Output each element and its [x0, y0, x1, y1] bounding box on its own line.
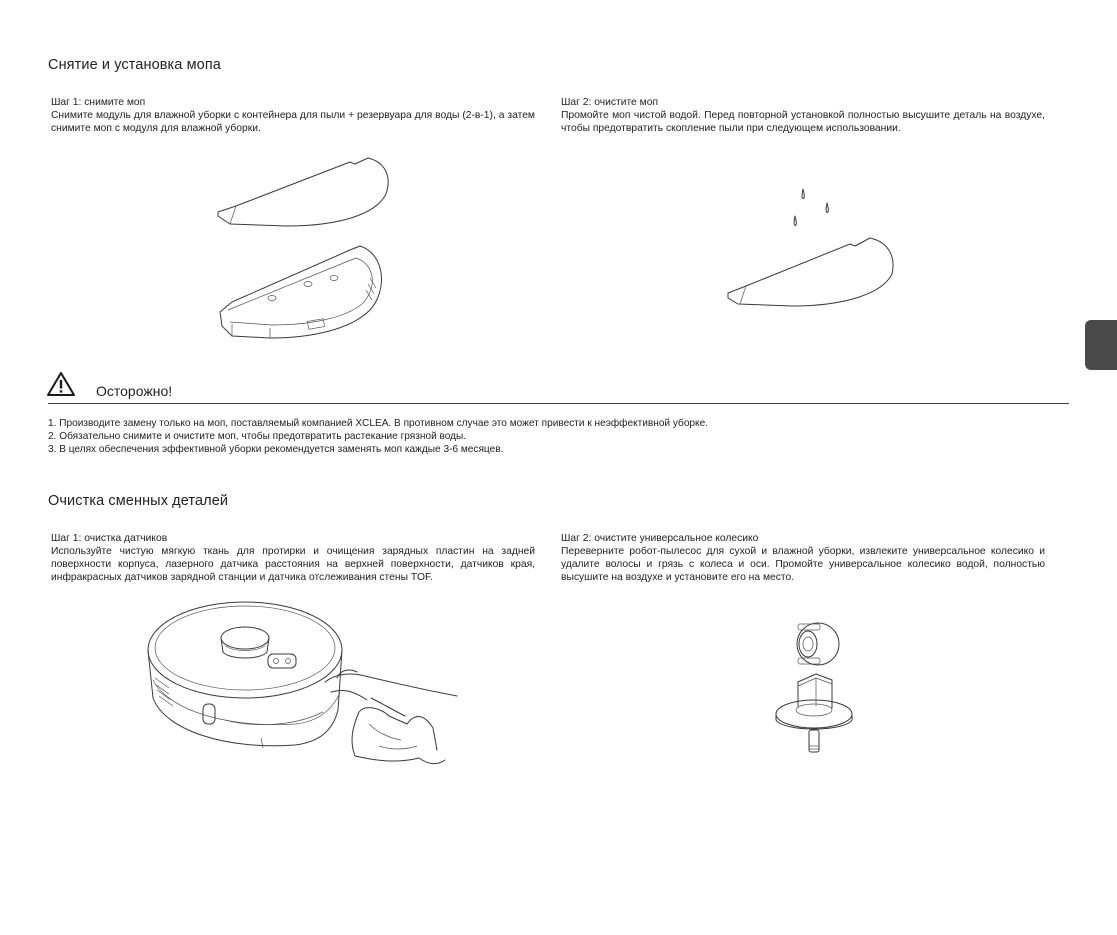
mop-step2 — [561, 96, 1045, 135]
side-tab — [1085, 320, 1117, 370]
parts-step1 — [51, 532, 535, 584]
sensor-cleaning-illustration — [145, 600, 465, 770]
universal-wheel-illustration — [770, 610, 860, 760]
mop-step2-title: Шаг 2: очистите моп — [561, 97, 659, 108]
parts-step2 — [561, 532, 1045, 584]
caution-title: Осторожно! — [96, 383, 173, 399]
caution-list — [48, 417, 1048, 456]
mop-step2-text: Промойте моп чистой водой. Перед повторной установкой полностью высушите деталь на воздухе, чтобы предотвратить скопление пыли при следующем использовании. — [561, 110, 1045, 134]
mop-section-title: Снятие и установка мопа — [48, 57, 221, 73]
caution-item: 1. Производите замену только на моп, поставляемый компанией XCLEA. В противном случае это может привести к неэффективной уборке. — [48, 418, 708, 429]
warning-triangle-icon — [47, 372, 75, 396]
parts-step2-text: Переверните робот-пылесос для сухой и влажной уборки, извлеките универсальное колесико и удалите волосы и грязь с колеса и оси. Промойте универсальное колесико водой, полностью высушите на воздухе и установите его на место. — [561, 546, 1045, 583]
mop-step1-text: Снимите модуль для влажной уборки с контейнера для пыли + резервуара для воды (2-в-1), а затем снимите моп с модуля для влажной уборки. — [51, 110, 535, 134]
mop-washing-illustration — [720, 180, 910, 320]
mop-removal-illustration — [210, 150, 400, 350]
caution-item: 2. Обязательно снимите и очистите моп, чтобы предотвратить растекание грязной воды. — [48, 431, 467, 442]
caution-divider — [48, 403, 1069, 404]
parts-step1-title: Шаг 1: очистка датчиков — [51, 533, 168, 544]
mop-step1-title: Шаг 1: снимите моп — [51, 97, 146, 108]
caution-item: 3. В целях обеспечения эффективной уборки рекомендуется заменять моп каждые 3-6 месяцев. — [48, 444, 504, 455]
parts-step2-title: Шаг 2: очистите универсальное колесико — [561, 533, 759, 544]
parts-section-title: Очистка сменных деталей — [48, 493, 229, 509]
parts-step1-text: Используйте чистую мягкую ткань для протирки и очищения зарядных пластин на задней поверхности корпуса, лазерного датчика расстояния на верхней поверхности, датчиков края, инфракрасных датчиков зарядной станции и датчика отслеживания стены TOF. — [51, 546, 535, 583]
mop-step1 — [51, 96, 535, 135]
